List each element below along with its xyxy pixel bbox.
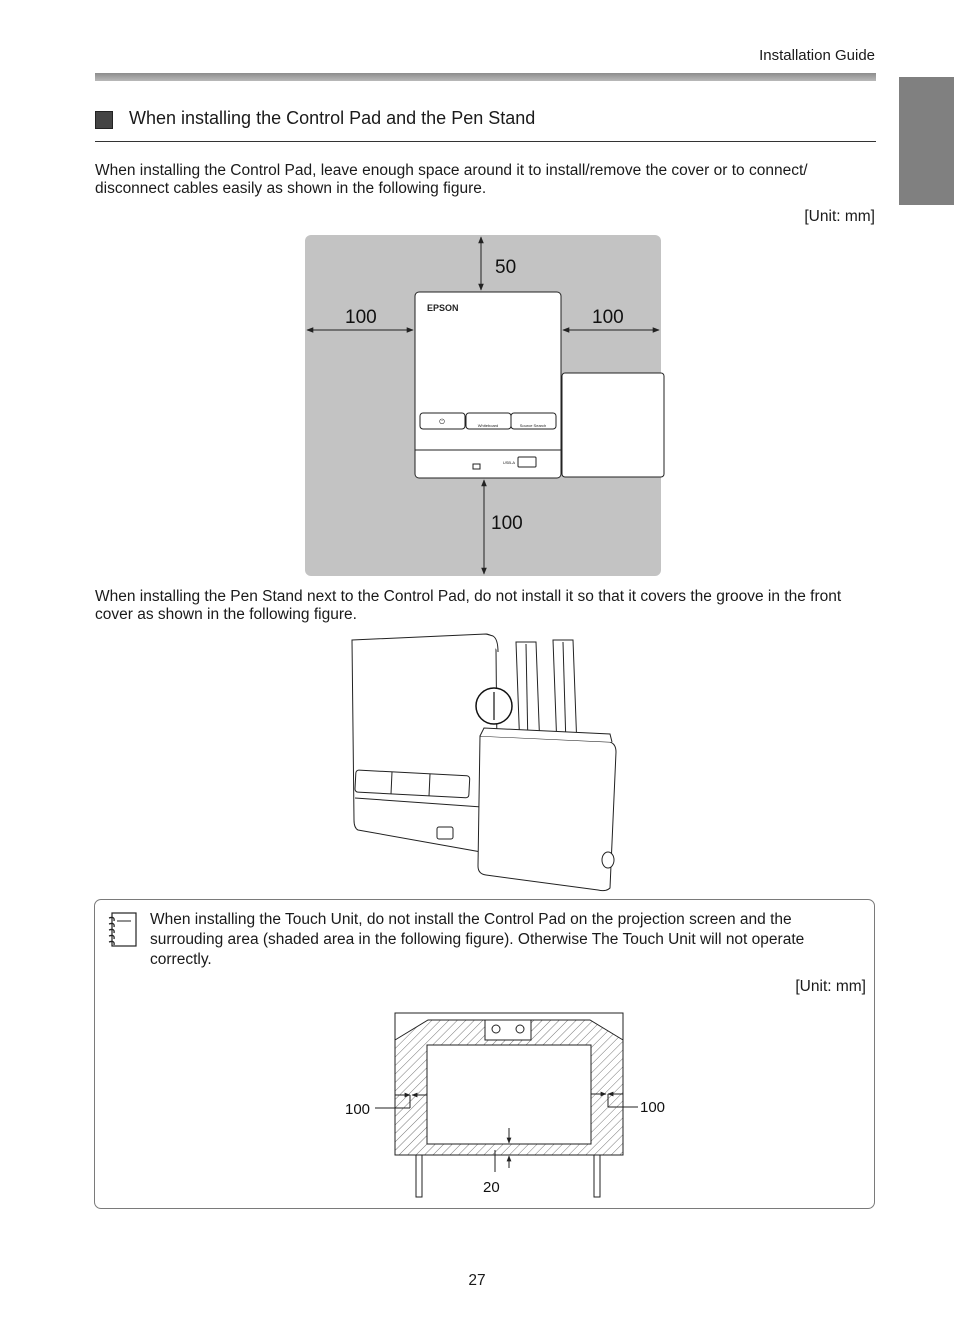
intro-line-1: When installing the Control Pad, leave enough space around it to install/remove the cover or to connect/ — [95, 162, 808, 179]
page-number: 27 — [468, 1272, 486, 1289]
brand-logo: EPSON — [427, 303, 459, 313]
chapter-side-tab — [899, 77, 954, 205]
right-dimension-label: 100 — [640, 1099, 666, 1116]
intro-paragraph — [95, 162, 885, 198]
left-dimension-label: 100 — [345, 307, 377, 328]
right-dimension-label: 100 — [592, 307, 624, 328]
whiteboard-label: Whiteboard — [477, 423, 499, 428]
bottom-dimension-label: 100 — [491, 513, 523, 534]
side-cover — [562, 373, 664, 477]
pen-stand-paragraph — [95, 588, 885, 624]
touch-unit-area-figure — [340, 1010, 680, 1202]
pen-stand-drawing — [478, 736, 616, 891]
intro-line-2: disconnect cables easily as shown in the following figure. — [95, 180, 487, 197]
bottom-dimension-label: 20 — [483, 1179, 500, 1196]
left-dimension-label: 100 — [345, 1101, 371, 1118]
control-pad-clearance-figure — [305, 235, 665, 580]
notebook-icon — [106, 910, 140, 950]
usb-label: USB-A — [502, 460, 516, 465]
pen-stand-figure — [348, 630, 623, 892]
note-unit-label: [Unit: mm] — [795, 978, 866, 995]
pen-stand-line-2: cover as shown in the following figure. — [95, 606, 357, 623]
usb-port — [518, 457, 536, 467]
left-stand-leg — [416, 1155, 422, 1197]
pen-stand-line-1: When installing the Pen Stand next to the Control Pad, do not install it so that it covers the groove in the front — [95, 588, 842, 605]
section-heading — [95, 108, 876, 142]
note-text: When installing the Touch Unit, do not install the Control Pad on the projection screen and the surrouding area (shaded area in the following figure). Otherwise The Touch Unit will not operate correctly. — [150, 911, 805, 968]
section-title: When installing the Control Pad and the Pen Stand — [129, 108, 536, 128]
control-pad-drawing — [352, 634, 498, 855]
top-dimension-label: 50 — [495, 257, 517, 278]
power-icon: ⏻ — [439, 419, 445, 426]
source-search-label: Source Search — [519, 423, 547, 428]
right-stand-leg — [594, 1155, 600, 1197]
unit-label: [Unit: mm] — [804, 208, 875, 225]
section-marker-icon — [95, 111, 113, 129]
header-rule — [95, 73, 876, 81]
header-title: Installation Guide — [759, 47, 875, 64]
